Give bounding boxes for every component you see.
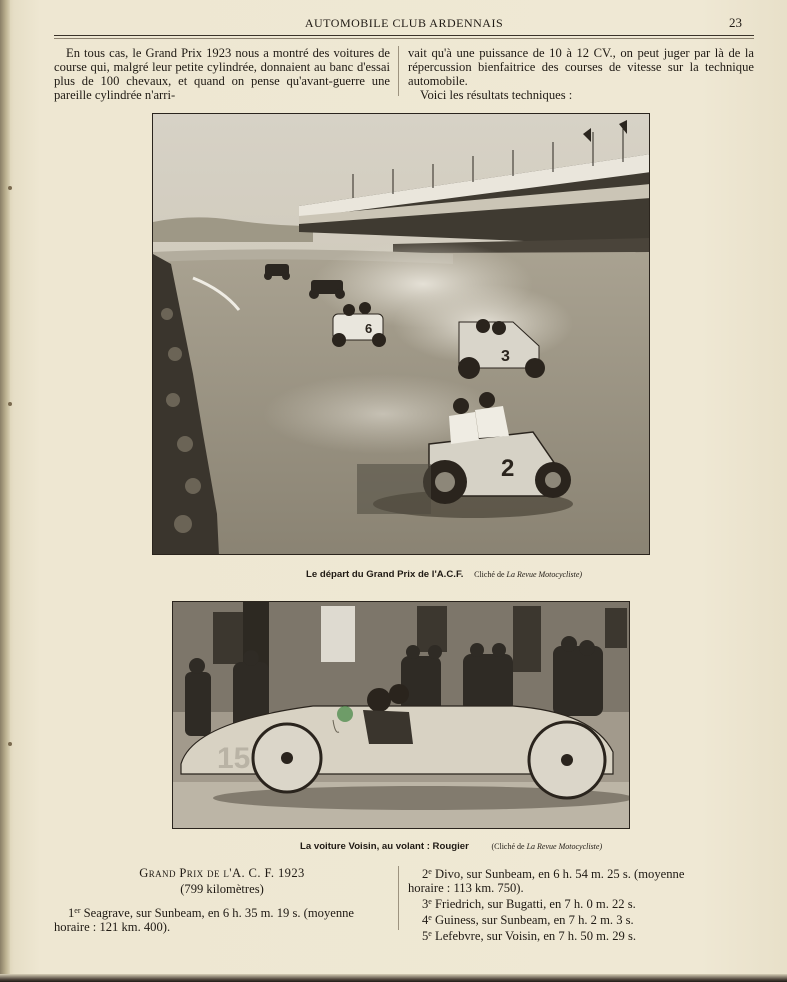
car-number-3: 3 [501,348,510,365]
caption-credit: (Cliché de La Revue Motocycliste) [491,842,603,851]
binding-hole [8,186,12,190]
column-divider [398,46,399,96]
result-entry-5: 5e Lefebvre, sur Voisin, en 7 h. 50 m. 29 s. [422,929,637,943]
result-entry-3: 3e Friedrich, sur Bugatti, en 7 h. 0 m. 22 s. [422,897,636,911]
intro-right-column [408,46,754,102]
column-divider [398,866,399,930]
intro-results-lead: Voici les résultats techniques : [420,88,573,102]
results-left-column [54,904,390,934]
caption-credit: Cliché de La Revue Motocycliste) [474,570,583,579]
voisin-car-number: 15 [217,742,251,775]
race-start-photo [152,113,650,555]
results-distance: (799 kilomètres) [180,882,264,896]
binding-hole [8,742,12,746]
intro-left-column [54,46,390,102]
results-title: Grand Prix de l'A. C. F. 1923 [139,866,305,880]
page-number: 23 [729,15,742,30]
voisin-car-photo [172,601,630,829]
binding-hole [8,402,12,406]
intro-paragraph-cont: vait qu'à une puissance de 10 à 12 CV., on peut juger par là de la répercussion bienfaitrice des courses de vitesse sur la technique automobile. [408,46,754,88]
page-bottom-edge [0,974,787,982]
car-number-2: 2 [501,455,515,482]
results-right-column [408,865,758,943]
caption-text: La voiture Voisin, au volant : Rougier [300,841,469,852]
result-entry-2: 2e Divo, sur Sunbeam, en 6 h. 54 m. 25 s. (moyenne horaire : 113 km. 750). [408,867,685,895]
caption-text: Le départ du Grand Prix de l'A.C.F. [306,569,464,580]
running-header [54,14,754,36]
voisin-car-illustration [173,602,630,829]
header-title: AUTOMOBILE CLUB ARDENNAIS [304,16,504,30]
result-entry-1: 1er Seagrave, sur Sunbeam, en 6 h. 35 m. 19 s. (moyenne horaire : 121 km. 400). [54,906,355,934]
page-binding [0,0,10,982]
car-number-6: 6 [365,321,373,336]
intro-paragraph: En tous cas, le Grand Prix 1923 nous a montré des voitures de course qui, malgré leur petite cylindrée, donnaient au banc d'essai plus de 100 chevaux, et quand on pense qu'avant-guerre une pareille cylindrée n'arri- [54,46,390,102]
voisin-photo-caption [300,841,602,852]
header-rule [54,38,754,39]
result-entry-4: 4e Guiness, sur Sunbeam, en 7 h. 2 m. 3 s. [422,913,634,927]
race-photo-caption [306,569,582,580]
race-start-illustration [153,114,650,555]
